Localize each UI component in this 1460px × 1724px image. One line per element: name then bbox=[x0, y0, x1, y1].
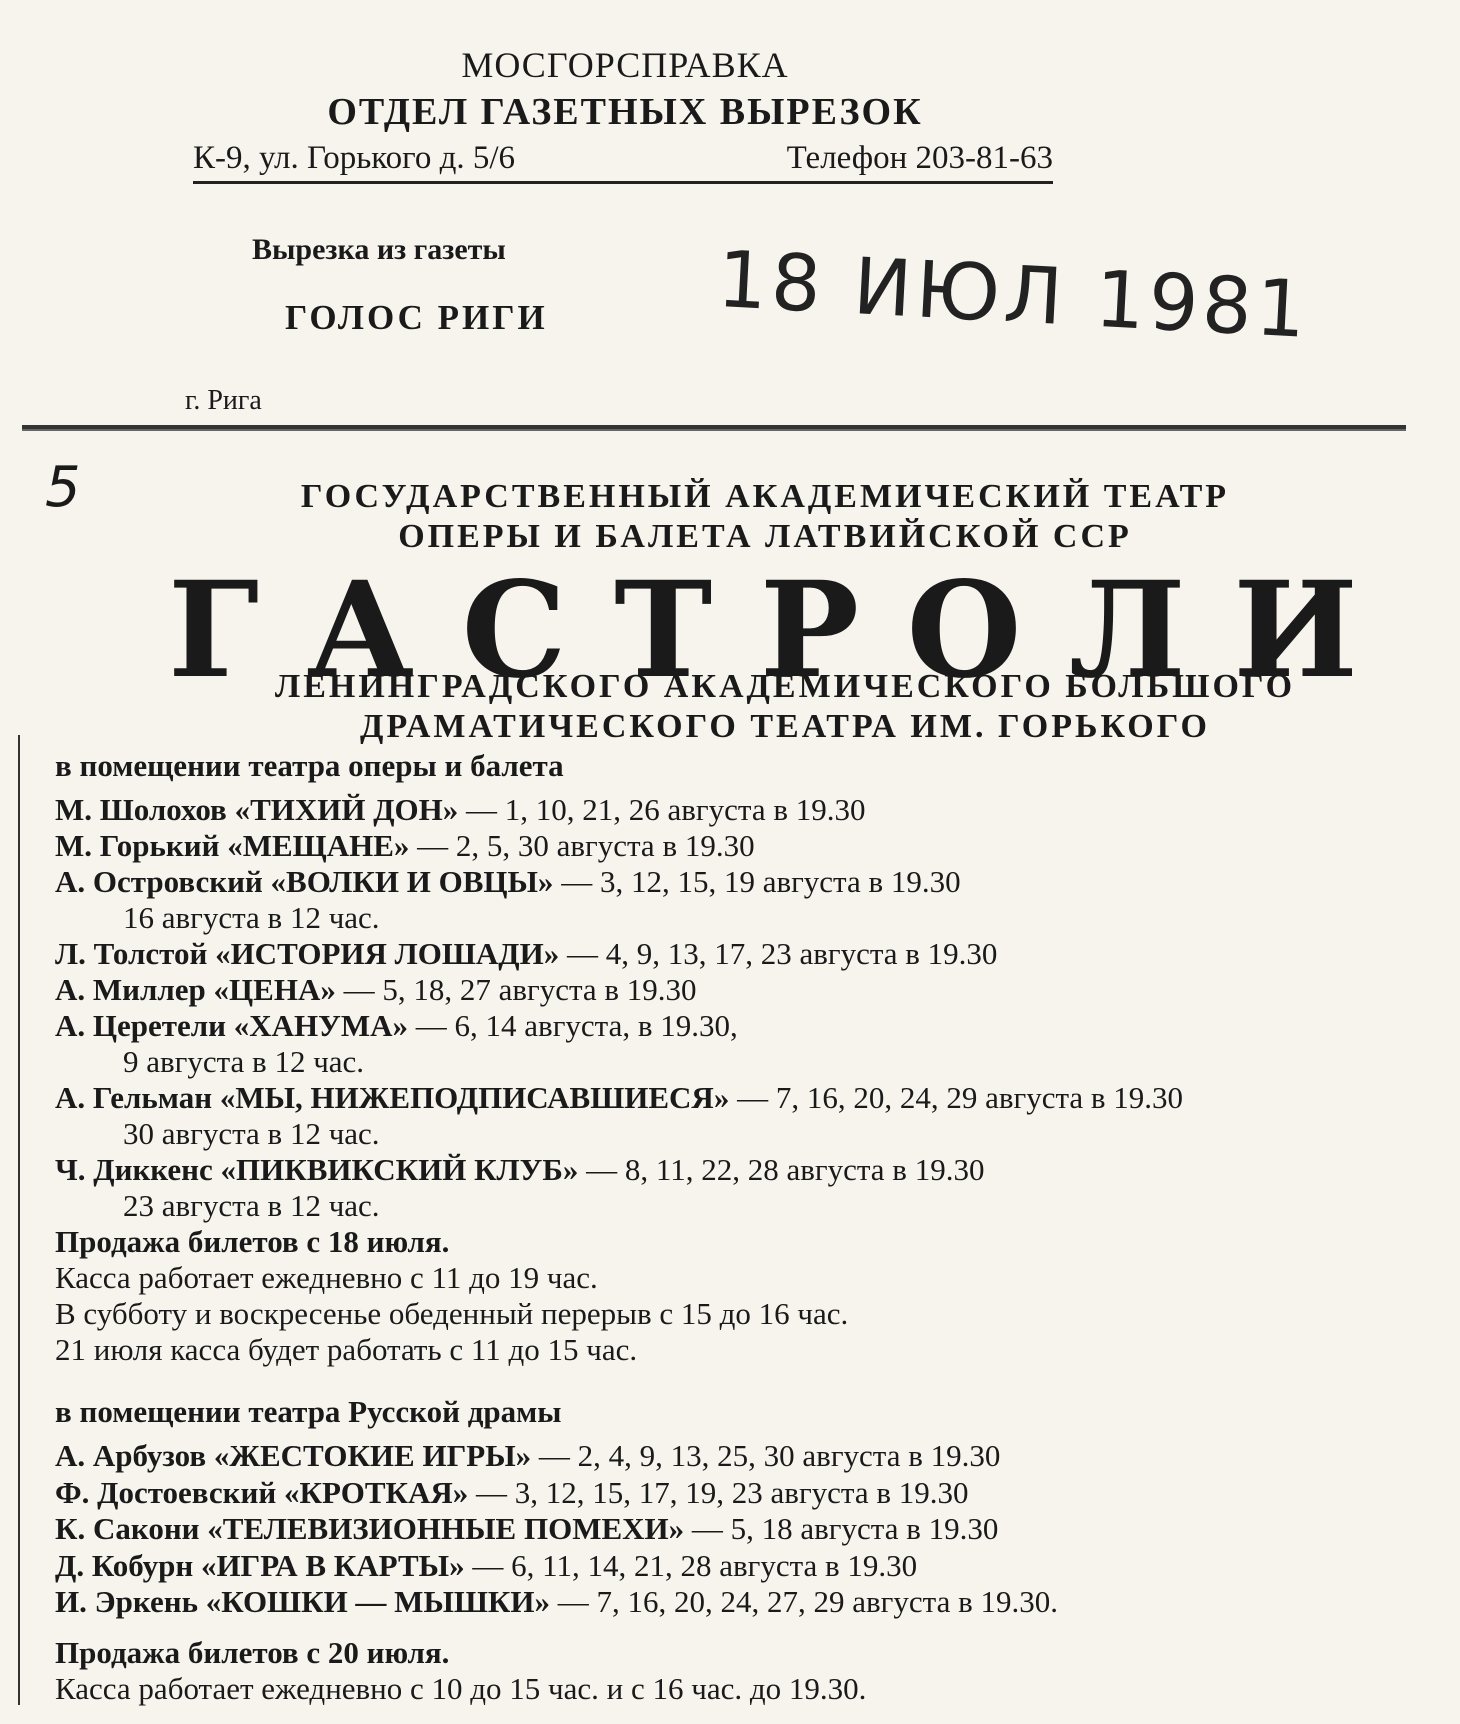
clip-label: Вырезка из газеты bbox=[252, 233, 506, 266]
weekend-note: В субботу и воскресенье обеденный перерыв с 15 до 16 час. bbox=[55, 1296, 849, 1331]
play-line: А. Миллер «ЦЕНА» — 5, 18, 27 августа в 19.30 bbox=[55, 972, 697, 1007]
theatre-line-2: ОПЕРЫ И БАЛЕТА ЛАТВИЙСКОЙ ССР bbox=[398, 518, 1132, 555]
subtitle-line-2: ДРАМАТИЧЕСКОГО ТЕАТРА ИМ. ГОРЬКОГО bbox=[360, 708, 1210, 745]
play-extra: 16 августа в 12 час. bbox=[123, 900, 380, 935]
headline-letter: А bbox=[306, 553, 415, 708]
play-line: М. Горький «МЕЩАНЕ» — 2, 5, 30 августа в 19.30 bbox=[55, 828, 755, 863]
subtitle-line-1: ЛЕНИНГРАДСКОГО АКАДЕМИЧЕСКОГО БОЛЬШОГО bbox=[274, 668, 1296, 705]
headline-letter: Г bbox=[168, 553, 260, 708]
newspaper-name: ГОЛОС РИГИ bbox=[285, 298, 548, 337]
address-line bbox=[193, 140, 1053, 184]
city: г. Рига bbox=[185, 385, 262, 416]
box-office-hours: Касса работает ежедневно с 11 до 19 час. bbox=[55, 1260, 598, 1295]
box-office-hours: Касса работает ежедневно с 10 до 15 час. и с 16 час. до 19.30. bbox=[55, 1671, 867, 1706]
play-line: Ч. Диккенс «ПИКВИКСКИЙ КЛУБ» — 8, 11, 22, 28 августа в 19.30 bbox=[55, 1152, 985, 1187]
play-extra: 9 августа в 12 час. bbox=[123, 1044, 365, 1079]
play-line: Д. Кобурн «ИГРА В КАРТЫ» — 6, 11, 14, 21, 28 августа в 19.30 bbox=[55, 1547, 918, 1583]
venue-heading: в помещении театра Русской драмы bbox=[55, 1394, 562, 1429]
headline-letter: Р bbox=[759, 553, 860, 708]
section-opera-theatre bbox=[55, 748, 1445, 1368]
play-line: Л. Толстой «ИСТОРИЯ ЛОШАДИ» — 4, 9, 13, 17, 23 августа в 19.30 bbox=[55, 936, 998, 971]
agency-name: МОСГОРСПРАВКА bbox=[461, 45, 789, 85]
address: К-9, ул. Горького д. 5/6 bbox=[193, 140, 516, 176]
headline-letter: И bbox=[1233, 553, 1358, 708]
play-line: М. Шолохов «ТИХИЙ ДОН» — 1, 10, 21, 26 августа в 19.30 bbox=[55, 792, 866, 827]
venue-heading: в помещении театра оперы и балета bbox=[55, 748, 564, 783]
play-extra: 30 августа в 12 час. bbox=[123, 1116, 380, 1151]
play-line: А. Арбузов «ЖЕСТОКИЕ ИГРЫ» — 2, 4, 9, 13, 25, 30 августа в 19.30 bbox=[55, 1438, 1001, 1473]
page-number: 5 bbox=[45, 455, 81, 520]
headline-letter: О bbox=[906, 553, 1022, 708]
margin-line bbox=[18, 735, 20, 1705]
play-line: А. Островский «ВОЛКИ И ОВЦЫ» — 3, 12, 15, 19 августа в 19.30 bbox=[55, 864, 961, 899]
play-line: А. Гельман «МЫ, НИЖЕПОДПИСАВШИЕСЯ» — 7, 16, 20, 24, 29 августа в 19.30 bbox=[55, 1080, 1184, 1115]
phone: Телефон 203-81-63 bbox=[786, 140, 1053, 176]
headline-letter: Л bbox=[1069, 553, 1186, 708]
special-note: 21 июля касса будет работать с 11 до 15 час. bbox=[55, 1332, 638, 1367]
department-name: ОТДЕЛ ГАЗЕТНЫХ ВЫРЕЗОК bbox=[327, 91, 923, 133]
play-line: И. Эркень «КОШКИ — МЫШКИ» — 7, 16, 20, 24, 27, 29 августа в 19.30. bbox=[55, 1584, 1058, 1619]
play-line: Ф. Достоевский «КРОТКАЯ» — 3, 12, 15, 17, 19, 23 августа в 19.30 bbox=[55, 1474, 969, 1510]
headline-letter: С bbox=[461, 553, 567, 708]
section-drama-theatre bbox=[55, 1394, 1445, 1708]
theatre-line-1: ГОСУДАРСТВЕННЫЙ АКАДЕМИЧЕСКИЙ ТЕАТР bbox=[300, 478, 1230, 515]
play-line: А. Церетели «ХАНУМА» — 6, 14 августа, в 19.30, bbox=[55, 1008, 738, 1043]
play-line: К. Сакони «ТЕЛЕВИЗИОННЫЕ ПОМЕХИ» — 5, 18 августа в 19.30 bbox=[55, 1511, 999, 1546]
headline-letter: Т bbox=[614, 553, 713, 708]
ticket-sale: Продажа билетов с 20 июля. bbox=[55, 1634, 450, 1670]
divider bbox=[22, 425, 1406, 431]
date-stamp: 18 ИЮЛ 1981 bbox=[715, 235, 1312, 356]
play-extra: 23 августа в 12 час. bbox=[123, 1188, 380, 1223]
ticket-sale: Продажа билетов с 18 июля. bbox=[55, 1224, 450, 1259]
